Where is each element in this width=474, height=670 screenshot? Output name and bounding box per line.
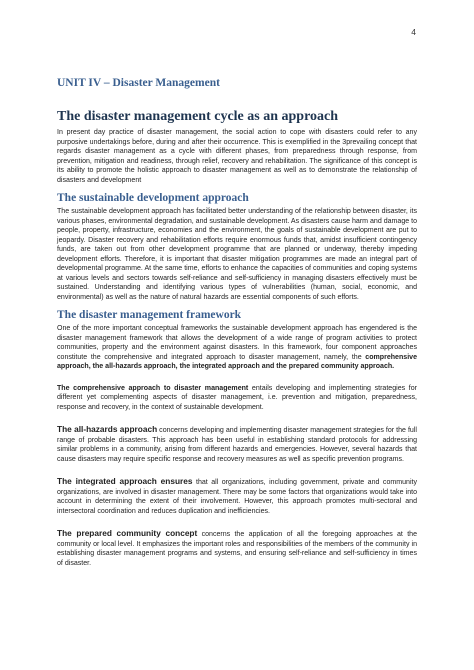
term-integrated: The integrated approach ensures: [57, 476, 193, 486]
paragraph-integrated: [57, 477, 417, 516]
unit-title: UNIT IV – Disaster Management: [57, 77, 220, 89]
framework-intro-text: One of the more important conceptual frameworks the sustainable development approach has engendered is the disaster management framework that allows the development of a wide range of program activities to protect communities, property and the environment against disasters. In this framework, four component approaches constitute the comprehensive and integrated approach to disaster management, namely, the: [57, 325, 417, 361]
term-all-hazards: The all-hazards approach: [57, 424, 158, 434]
page-number: 4: [411, 27, 416, 37]
text-all-hazards: concerns developing and implementing disaster management strategies for the full range of probable disasters. This approach has been useful in establishing standard protocols for addressing similar problems in a community, arising from different hazards and emergencies. However, several hazards that cause disasters may require specific response and recovery measures as well as specific prevention programs.: [57, 427, 417, 463]
section-heading-cycle: The disaster management cycle as an approach: [57, 109, 339, 124]
term-comprehensive: The comprehensive approach to disaster management: [57, 384, 249, 392]
text-prepared: concerns the application of all the foregoing approaches at the community or local level. It emphasizes the important roles and responsibilities of the members of the community in establishing disaster management programs and systems, and ensuring self-reliance and self-sufficiency in times of disaster.: [57, 531, 417, 567]
paragraph-framework: [57, 324, 417, 372]
document-body: [57, 77, 417, 568]
section-heading-framework: The disaster management framework: [57, 309, 242, 321]
paragraph-prepared: [57, 529, 417, 568]
paragraph-sustainable: The sustainable development approach has facilitated better understanding of the relationship between disaster, its various phases, environmental degradation, and sustainable development. As disasters cause harm and damage to people, property, infrastructure, economies and the environment, the goals of sustainable development are put to jeopardy. Disaster recovery and rehabilitation efforts require enormous funds that, amidst insufficient contingency funds, are taken out from other development programme that are planned or underway, thereby impeding development efforts. Therefore, it is important that disaster mitigation programmes are made an integral part of developmental programme. At the same time, efforts to enhance the capacities of communities and coping systems at various levels and sectors towards self-reliance and self-sufficiency in managing disasters effectively must be sustained. Understanding and identifying various types of vulnerabilities (human, social, economic, and environmental) as well as the nature of natural hazards are essential components of such efforts.: [57, 208, 418, 301]
paragraph-cycle: In present day practice of disaster management, the social action to cope with disasters could refer to any purposive undertakings before, during and after their occurrence. This is exemplified in the 3prevailing concept that regards disaster management as a cycle with different phases, from preparedness through response, from prevention, mitigation and readiness, through relief, recovery and rehabilitation. The significance of this concept is its ability to promote the holistic approach to disaster management as well as to demonstrate the relationship of disasters and development: [57, 129, 417, 184]
paragraph-comprehensive: [57, 384, 417, 413]
section-heading-sustainable: The sustainable development approach: [57, 192, 249, 204]
paragraph-all-hazards: [57, 425, 417, 464]
term-prepared: The prepared community concept: [57, 528, 198, 538]
text-integrated: that all organizations, including government, private and community organizations, are involved in disaster management. There may be some factors that organizations would take into account in determining the extent of their involvement. However, this approach promotes multi-sectoral and intersectoral coordination and reduces duplication and inefficiencies.: [57, 479, 417, 515]
text-comprehensive: entails developing and implementing strategies for different yet complementing aspects of disaster management, i.e. prevention and mitigation, preparedness, response and recovery, in the context of sustainable development.: [57, 384, 417, 411]
framework-approaches-list: comprehensive approach, the all-hazards approach, the integrated approach and the prepared community approach.: [57, 353, 417, 370]
